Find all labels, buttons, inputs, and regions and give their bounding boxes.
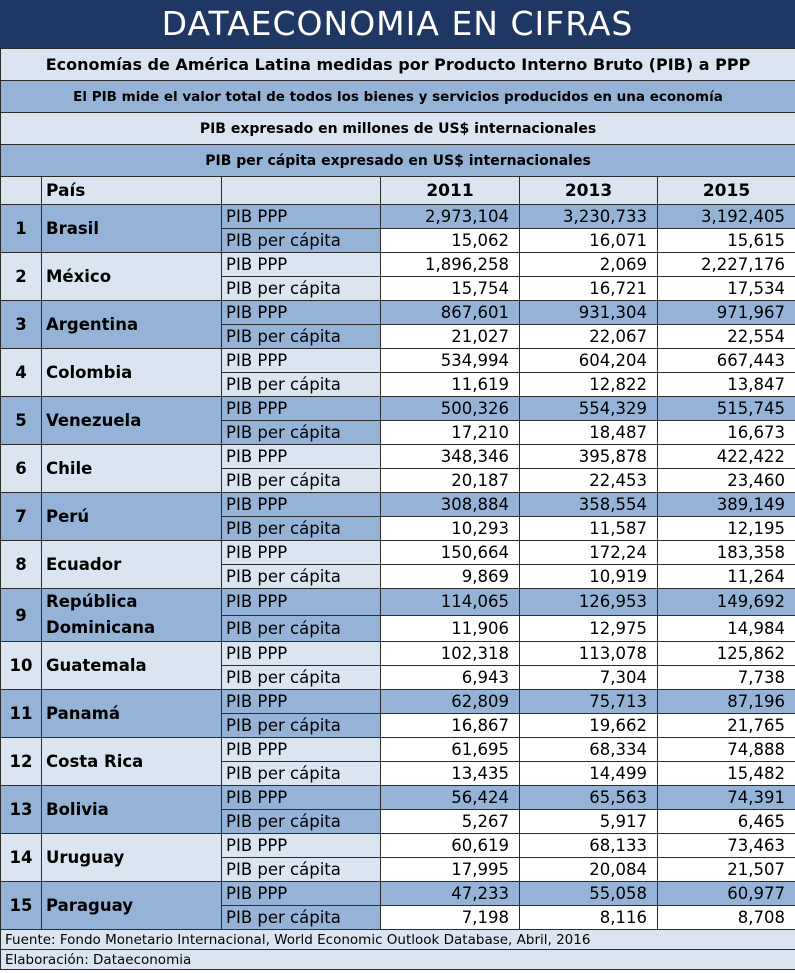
rank-cell: 1 bbox=[1, 205, 42, 253]
gdp-value-cell: 931,304 bbox=[520, 301, 658, 325]
gdp-value-cell: 75,713 bbox=[520, 690, 658, 714]
gdp-value-cell: 73,463 bbox=[658, 834, 795, 858]
rank-cell: 14 bbox=[1, 834, 42, 882]
metric-label-per-capita: PIB per cápita bbox=[222, 421, 381, 445]
country-cell: Brasil bbox=[42, 205, 222, 253]
per-capita-value-cell: 22,067 bbox=[520, 325, 658, 349]
per-capita-value-cell: 8,708 bbox=[658, 906, 795, 930]
country-cell: Argentina bbox=[42, 301, 222, 349]
rank-cell: 15 bbox=[1, 882, 42, 930]
gdp-value-cell: 867,601 bbox=[381, 301, 520, 325]
header-row bbox=[1, 177, 795, 205]
country-cell: Guatemala bbox=[42, 642, 222, 690]
gdp-value-cell: 74,888 bbox=[658, 738, 795, 762]
metric-label-gdp: PIB PPP bbox=[222, 493, 381, 517]
gdp-value-cell: 515,745 bbox=[658, 397, 795, 421]
country-cell: Perú bbox=[42, 493, 222, 541]
gdp-value-cell: 3,230,733 bbox=[520, 205, 658, 229]
gdp-value-cell: 55,058 bbox=[520, 882, 658, 906]
metric-label-per-capita: PIB per cápita bbox=[222, 229, 381, 253]
gdp-value-cell: 60,977 bbox=[658, 882, 795, 906]
country-cell: Costa Rica bbox=[42, 738, 222, 786]
per-capita-value-cell: 17,534 bbox=[658, 277, 795, 301]
table-row bbox=[1, 786, 795, 810]
metric-label-per-capita: PIB per cápita bbox=[222, 615, 381, 642]
per-capita-value-cell: 13,847 bbox=[658, 373, 795, 397]
gdp-value-cell: 667,443 bbox=[658, 349, 795, 373]
metric-label-gdp: PIB PPP bbox=[222, 253, 381, 277]
per-capita-value-cell: 11,619 bbox=[381, 373, 520, 397]
metric-label-gdp: PIB PPP bbox=[222, 738, 381, 762]
metric-label-per-capita: PIB per cápita bbox=[222, 762, 381, 786]
per-capita-value-cell: 17,995 bbox=[381, 858, 520, 882]
per-capita-value-cell: 18,487 bbox=[520, 421, 658, 445]
footer-credit: Elaboración: Dataeconomia bbox=[1, 950, 795, 970]
per-capita-value-cell: 17,210 bbox=[381, 421, 520, 445]
metric-label-gdp: PIB PPP bbox=[222, 301, 381, 325]
per-capita-value-cell: 22,453 bbox=[520, 469, 658, 493]
per-capita-value-cell: 10,919 bbox=[520, 565, 658, 589]
metric-label-gdp: PIB PPP bbox=[222, 541, 381, 565]
metric-label-per-capita: PIB per cápita bbox=[222, 517, 381, 541]
gdp-value-cell: 68,133 bbox=[520, 834, 658, 858]
per-capita-value-cell: 16,867 bbox=[381, 714, 520, 738]
rank-cell: 13 bbox=[1, 786, 42, 834]
per-capita-value-cell: 22,554 bbox=[658, 325, 795, 349]
per-capita-value-cell: 15,062 bbox=[381, 229, 520, 253]
country-cell: Uruguay bbox=[42, 834, 222, 882]
gdp-value-cell: 183,358 bbox=[658, 541, 795, 565]
metric-label-gdp: PIB PPP bbox=[222, 834, 381, 858]
gdp-value-cell: 971,967 bbox=[658, 301, 795, 325]
gdp-value-cell: 102,318 bbox=[381, 642, 520, 666]
rank-cell: 5 bbox=[1, 397, 42, 445]
rank-cell: 6 bbox=[1, 445, 42, 493]
per-capita-value-cell: 19,662 bbox=[520, 714, 658, 738]
note-per-capita-units: PIB per cápita expresado en US$ internacionales bbox=[1, 145, 795, 177]
gdp-value-cell: 61,695 bbox=[381, 738, 520, 762]
rank-cell: 10 bbox=[1, 642, 42, 690]
metric-label-per-capita: PIB per cápita bbox=[222, 906, 381, 930]
header-year-2015: 2015 bbox=[658, 177, 795, 205]
metric-label-gdp: PIB PPP bbox=[222, 349, 381, 373]
rank-cell: 12 bbox=[1, 738, 42, 786]
per-capita-value-cell: 11,264 bbox=[658, 565, 795, 589]
per-capita-value-cell: 9,869 bbox=[381, 565, 520, 589]
per-capita-value-cell: 21,765 bbox=[658, 714, 795, 738]
table-row bbox=[1, 205, 795, 229]
per-capita-value-cell: 11,587 bbox=[520, 517, 658, 541]
table-row bbox=[1, 253, 795, 277]
gdp-value-cell: 422,422 bbox=[658, 445, 795, 469]
header-year-2013: 2013 bbox=[520, 177, 658, 205]
per-capita-value-cell: 16,673 bbox=[658, 421, 795, 445]
table-row bbox=[1, 642, 795, 666]
header-metric-cell bbox=[222, 177, 381, 205]
gdp-table bbox=[0, 48, 795, 970]
gdp-value-cell: 60,619 bbox=[381, 834, 520, 858]
gdp-value-cell: 604,204 bbox=[520, 349, 658, 373]
gdp-value-cell: 3,192,405 bbox=[658, 205, 795, 229]
table-row bbox=[1, 493, 795, 517]
country-cell: Venezuela bbox=[42, 397, 222, 445]
per-capita-value-cell: 20,187 bbox=[381, 469, 520, 493]
table-row bbox=[1, 349, 795, 373]
note-definition: El PIB mide el valor total de todos los bienes y servicios producidos en una economía bbox=[1, 81, 795, 113]
footer-source: Fuente: Fondo Monetario Internacional, World Economic Outlook Database, Abril, 2016 bbox=[1, 930, 795, 950]
table-row bbox=[1, 834, 795, 858]
country-cell: Panamá bbox=[42, 690, 222, 738]
table-row bbox=[1, 397, 795, 421]
metric-label-gdp: PIB PPP bbox=[222, 397, 381, 421]
per-capita-value-cell: 12,822 bbox=[520, 373, 658, 397]
per-capita-value-cell: 15,754 bbox=[381, 277, 520, 301]
gdp-value-cell: 2,973,104 bbox=[381, 205, 520, 229]
gdp-value-cell: 554,329 bbox=[520, 397, 658, 421]
gdp-value-cell: 2,227,176 bbox=[658, 253, 795, 277]
per-capita-value-cell: 5,267 bbox=[381, 810, 520, 834]
gdp-value-cell: 172,24 bbox=[520, 541, 658, 565]
gdp-value-cell: 125,862 bbox=[658, 642, 795, 666]
rank-cell: 2 bbox=[1, 253, 42, 301]
metric-label-per-capita: PIB per cápita bbox=[222, 277, 381, 301]
gdp-value-cell: 74,391 bbox=[658, 786, 795, 810]
country-cell: Chile bbox=[42, 445, 222, 493]
country-cell: Colombia bbox=[42, 349, 222, 397]
gdp-value-cell: 113,078 bbox=[520, 642, 658, 666]
header-rank-cell bbox=[1, 177, 42, 205]
metric-label-gdp: PIB PPP bbox=[222, 690, 381, 714]
table-subtitle: Economías de América Latina medidas por Producto Interno Bruto (PIB) a PPP bbox=[1, 49, 795, 81]
per-capita-value-cell: 7,198 bbox=[381, 906, 520, 930]
per-capita-value-cell: 12,195 bbox=[658, 517, 795, 541]
gdp-value-cell: 500,326 bbox=[381, 397, 520, 421]
header-country: País bbox=[42, 177, 222, 205]
metric-label-per-capita: PIB per cápita bbox=[222, 325, 381, 349]
gdp-value-cell: 308,884 bbox=[381, 493, 520, 517]
table-row bbox=[1, 589, 795, 616]
per-capita-value-cell: 10,293 bbox=[381, 517, 520, 541]
metric-label-gdp: PIB PPP bbox=[222, 642, 381, 666]
rank-cell: 3 bbox=[1, 301, 42, 349]
gdp-value-cell: 348,346 bbox=[381, 445, 520, 469]
table-row bbox=[1, 301, 795, 325]
metric-label-per-capita: PIB per cápita bbox=[222, 565, 381, 589]
gdp-value-cell: 358,554 bbox=[520, 493, 658, 517]
per-capita-value-cell: 7,738 bbox=[658, 666, 795, 690]
per-capita-value-cell: 12,975 bbox=[520, 615, 658, 642]
metric-label-per-capita: PIB per cápita bbox=[222, 714, 381, 738]
banner-title: DATAECONOMIA EN CIFRAS bbox=[0, 0, 795, 48]
gdp-value-cell: 65,563 bbox=[520, 786, 658, 810]
metric-label-gdp: PIB PPP bbox=[222, 882, 381, 906]
metric-label-per-capita: PIB per cápita bbox=[222, 858, 381, 882]
country-cell: Paraguay bbox=[42, 882, 222, 930]
country-cell: Bolivia bbox=[42, 786, 222, 834]
country-cell: México bbox=[42, 253, 222, 301]
per-capita-value-cell: 13,435 bbox=[381, 762, 520, 786]
table-row bbox=[1, 445, 795, 469]
per-capita-value-cell: 21,027 bbox=[381, 325, 520, 349]
table-row bbox=[1, 738, 795, 762]
per-capita-value-cell: 16,071 bbox=[520, 229, 658, 253]
per-capita-value-cell: 14,499 bbox=[520, 762, 658, 786]
per-capita-value-cell: 16,721 bbox=[520, 277, 658, 301]
gdp-value-cell: 68,334 bbox=[520, 738, 658, 762]
per-capita-value-cell: 6,943 bbox=[381, 666, 520, 690]
per-capita-value-cell: 6,465 bbox=[658, 810, 795, 834]
per-capita-value-cell: 5,917 bbox=[520, 810, 658, 834]
gdp-value-cell: 56,424 bbox=[381, 786, 520, 810]
header-year-2011: 2011 bbox=[381, 177, 520, 205]
rank-cell: 4 bbox=[1, 349, 42, 397]
country-cell: República Dominicana bbox=[42, 589, 222, 642]
metric-label-gdp: PIB PPP bbox=[222, 205, 381, 229]
gdp-value-cell: 126,953 bbox=[520, 589, 658, 616]
gdp-value-cell: 1,896,258 bbox=[381, 253, 520, 277]
per-capita-value-cell: 20,084 bbox=[520, 858, 658, 882]
per-capita-value-cell: 8,116 bbox=[520, 906, 658, 930]
note-gdp-units: PIB expresado en millones de US$ internacionales bbox=[1, 113, 795, 145]
per-capita-value-cell: 15,482 bbox=[658, 762, 795, 786]
rank-cell: 9 bbox=[1, 589, 42, 642]
gdp-value-cell: 149,692 bbox=[658, 589, 795, 616]
metric-label-per-capita: PIB per cápita bbox=[222, 810, 381, 834]
per-capita-value-cell: 11,906 bbox=[381, 615, 520, 642]
table-row bbox=[1, 541, 795, 565]
per-capita-value-cell: 7,304 bbox=[520, 666, 658, 690]
rank-cell: 11 bbox=[1, 690, 42, 738]
rank-cell: 7 bbox=[1, 493, 42, 541]
metric-label-gdp: PIB PPP bbox=[222, 589, 381, 616]
metric-label-per-capita: PIB per cápita bbox=[222, 373, 381, 397]
per-capita-value-cell: 23,460 bbox=[658, 469, 795, 493]
rank-cell: 8 bbox=[1, 541, 42, 589]
gdp-value-cell: 62,809 bbox=[381, 690, 520, 714]
metric-label-per-capita: PIB per cápita bbox=[222, 469, 381, 493]
gdp-value-cell: 395,878 bbox=[520, 445, 658, 469]
gdp-value-cell: 534,994 bbox=[381, 349, 520, 373]
gdp-value-cell: 47,233 bbox=[381, 882, 520, 906]
gdp-value-cell: 114,065 bbox=[381, 589, 520, 616]
per-capita-value-cell: 15,615 bbox=[658, 229, 795, 253]
gdp-value-cell: 87,196 bbox=[658, 690, 795, 714]
gdp-value-cell: 150,664 bbox=[381, 541, 520, 565]
table-row bbox=[1, 690, 795, 714]
per-capita-value-cell: 21,507 bbox=[658, 858, 795, 882]
gdp-value-cell: 2,069 bbox=[520, 253, 658, 277]
table-row bbox=[1, 882, 795, 906]
metric-label-per-capita: PIB per cápita bbox=[222, 666, 381, 690]
country-cell: Ecuador bbox=[42, 541, 222, 589]
metric-label-gdp: PIB PPP bbox=[222, 786, 381, 810]
metric-label-gdp: PIB PPP bbox=[222, 445, 381, 469]
per-capita-value-cell: 14,984 bbox=[658, 615, 795, 642]
gdp-value-cell: 389,149 bbox=[658, 493, 795, 517]
